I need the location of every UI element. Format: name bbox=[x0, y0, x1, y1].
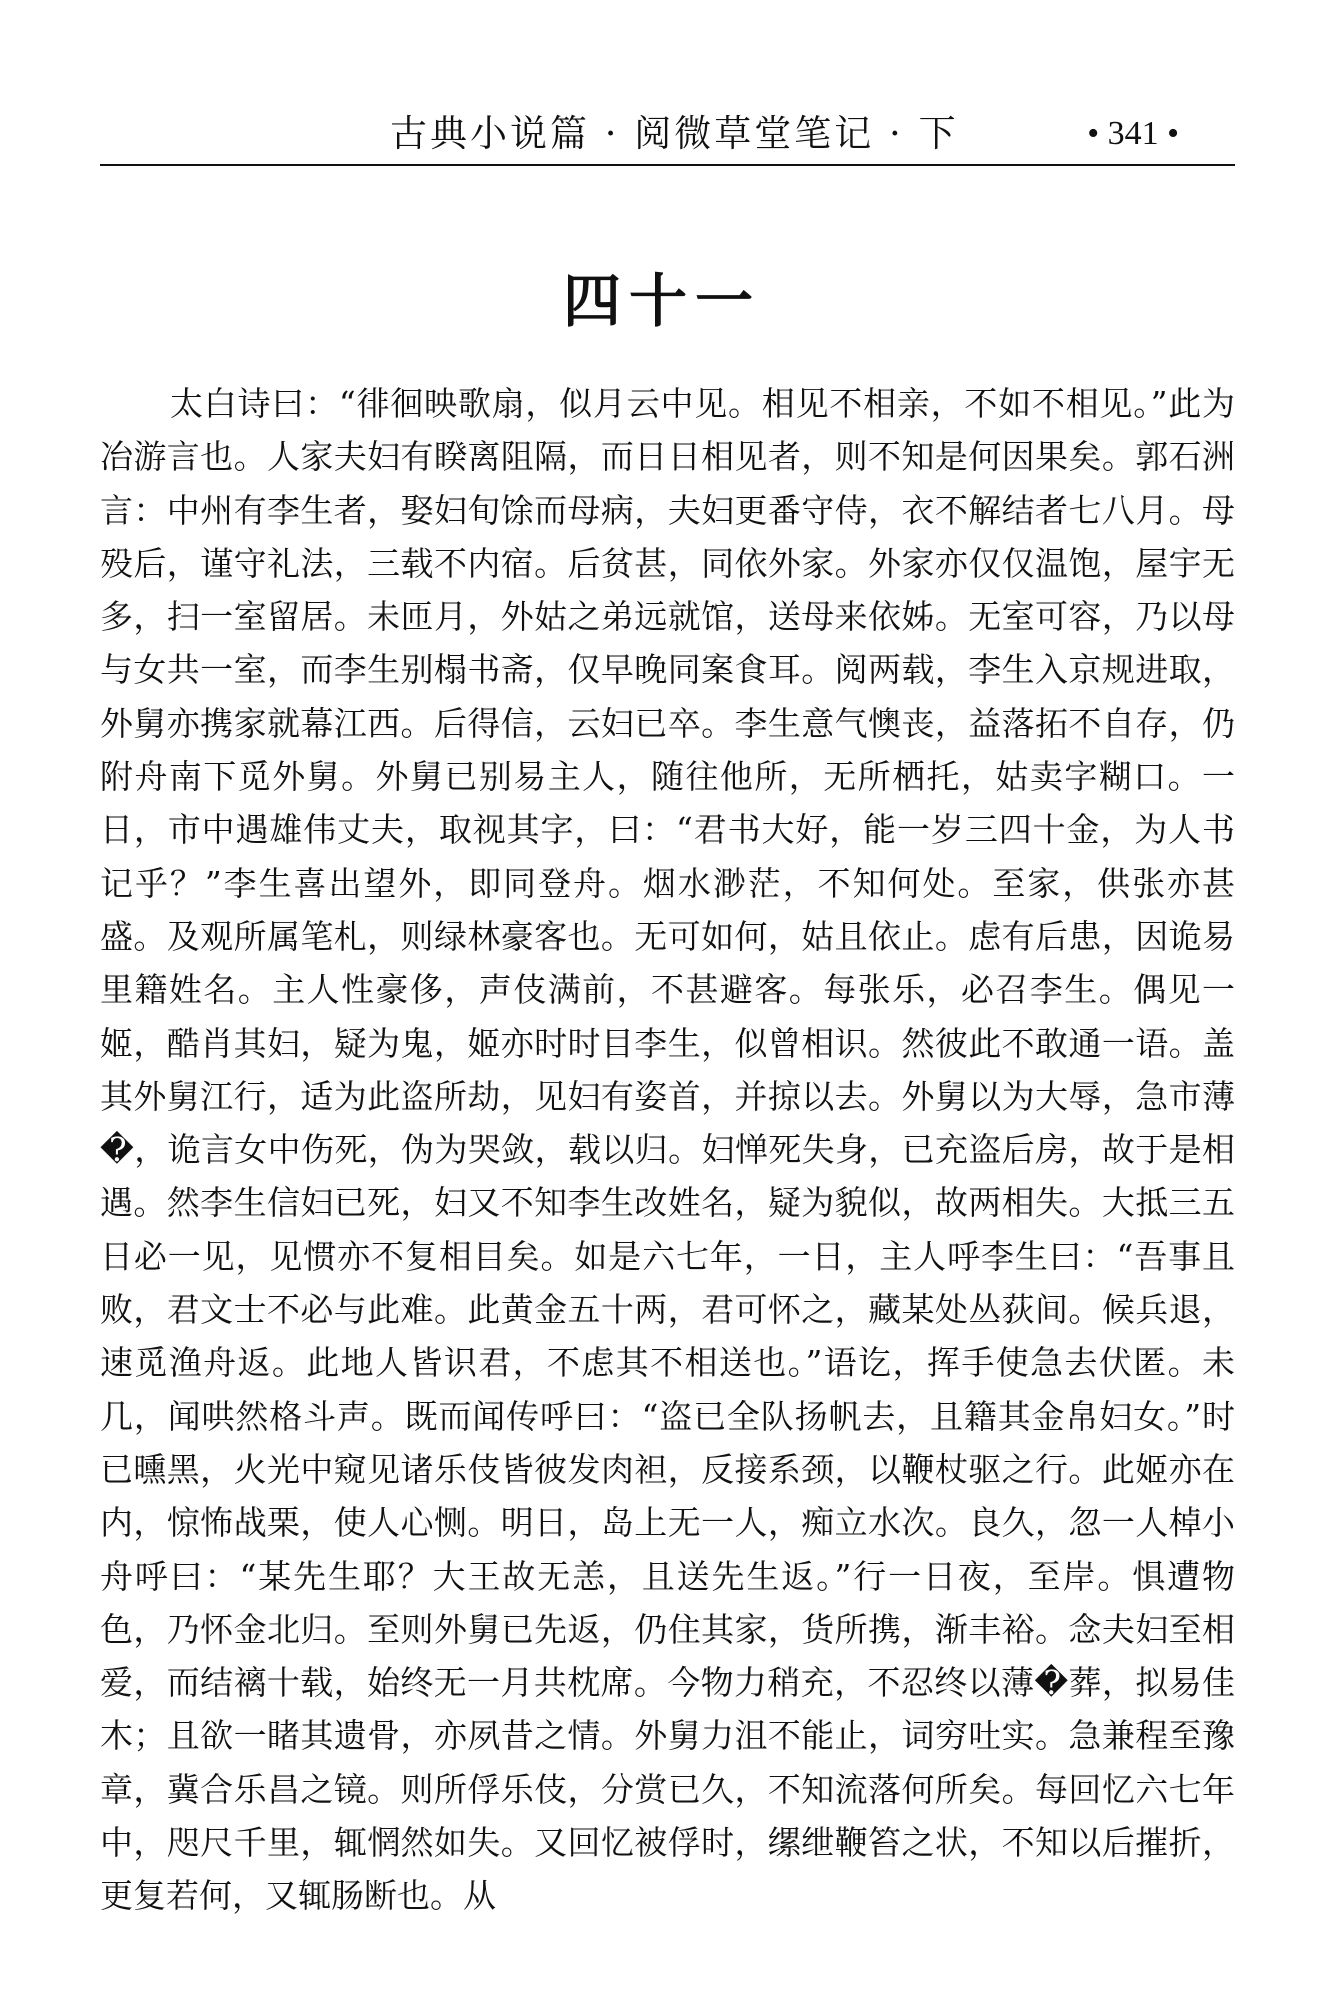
body-paragraph: 太白诗曰：“徘徊映歌扇，似月云中见。相见不相亲，不如不相见。”此为冶游言也。人家夫妇有睽离阻隔，而日日相见者，则不知是何因果矣。郭石洲言：中州有李生者，娶妇旬馀而母病，夫妇更番守侍，衣不解结者七八月。母殁后，谨守礼法，三载不内宿。后贫甚，同依外家。外家亦仅仅温饱，屋宇无多，扫一室留居。未匝月，外姑之弟远就馆，送母来依姊。无室可容，乃以母与女共一室，而李生别榻书斋，仅早晚同案食耳。阅两载，李生入京规进取，外舅亦携家就幕江西。后得信，云妇已卒。李生意气懊丧，益落拓不自存，仍附舟南下觅外舅。外舅已别易主人，随往他所，无所栖托，姑卖字糊口。一日，市中遇雄伟丈夫，取视其字，曰：“君书大好，能一岁三四十金，为人书记乎？”李生喜出望外，即同登舟。烟水渺茫，不知何处。至家，供张亦甚盛。及观所属笔札，则绿林豪客也。无可如何，姑且依止。虑有后患，因诡易里籍姓名。主人性豪侈，声伎满前，不甚避客。每张乐，必召李生。偶见一姬，酷肖其妇，疑为鬼，姬亦时时目李生，似曾相识。然彼此不敢通一语。盖其外舅江行，适为此盗所劫，见妇有姿首，并掠以去。外舅以为大辱，急市薄�，诡言女中伤死，伪为哭敛，载以归。妇惮死失身，已充盗后房，故于是相遇。然李生信妇已死，妇又不知李生改姓名，疑为貌似，故两相失。大抵三五日必一见，见惯亦不复相目矣。如是六七年，一日，主人呼李生曰：“吾事且败，君文士不必与此难。此黄金五十两，君可怀之，藏某处丛荻间。候兵退，速觅渔舟返。此地人皆识君，不虑其不相送也。”语讫，挥手使急去伏匿。未几，闻哄然格斗声。既而闻传呼曰：“盗已全队扬帆去，且籍其金帛妇女。”时已曛黑，火光中窥见诸乐伎皆彼发肉袒，反接系颈，以鞭杖驱之行。此姬亦在内，惊怖战栗，使人心恻。明日，岛上无一人，痴立水次。良久，忽一人棹小舟呼曰：“某先生耶？大王故无恙，且送先生返。”行一日夜，至岸。惧遭物色，乃怀金北归。至则外舅已先返，仍住其家，货所携，渐丰裕。念夫妇至相爱，而结褵十载，始终无一月共枕席。今物力稍充，不忍终以薄�葬，拟易佳木；且欲一睹其遗骨，亦夙昔之情。外舅力沮不能止，词穷吐实。急兼程至豫章，冀合乐昌之镜。则所俘乐伎，分赏已久，不知流落何所矣。每回忆六七年中，咫尺千里，辄惘然如失。又回忆被俘时，缧绁鞭笞之状，不知以后摧折，更复若何，又辄肠断也。从 bbox=[100, 384, 1235, 1916]
page-number: • 341 • bbox=[1087, 115, 1179, 152]
section-heading: 四十一 bbox=[562, 267, 761, 335]
running-header bbox=[100, 108, 1235, 166]
running-header-title: 古典小说篇 · 阅微草堂笔记 · 下 bbox=[390, 112, 959, 155]
